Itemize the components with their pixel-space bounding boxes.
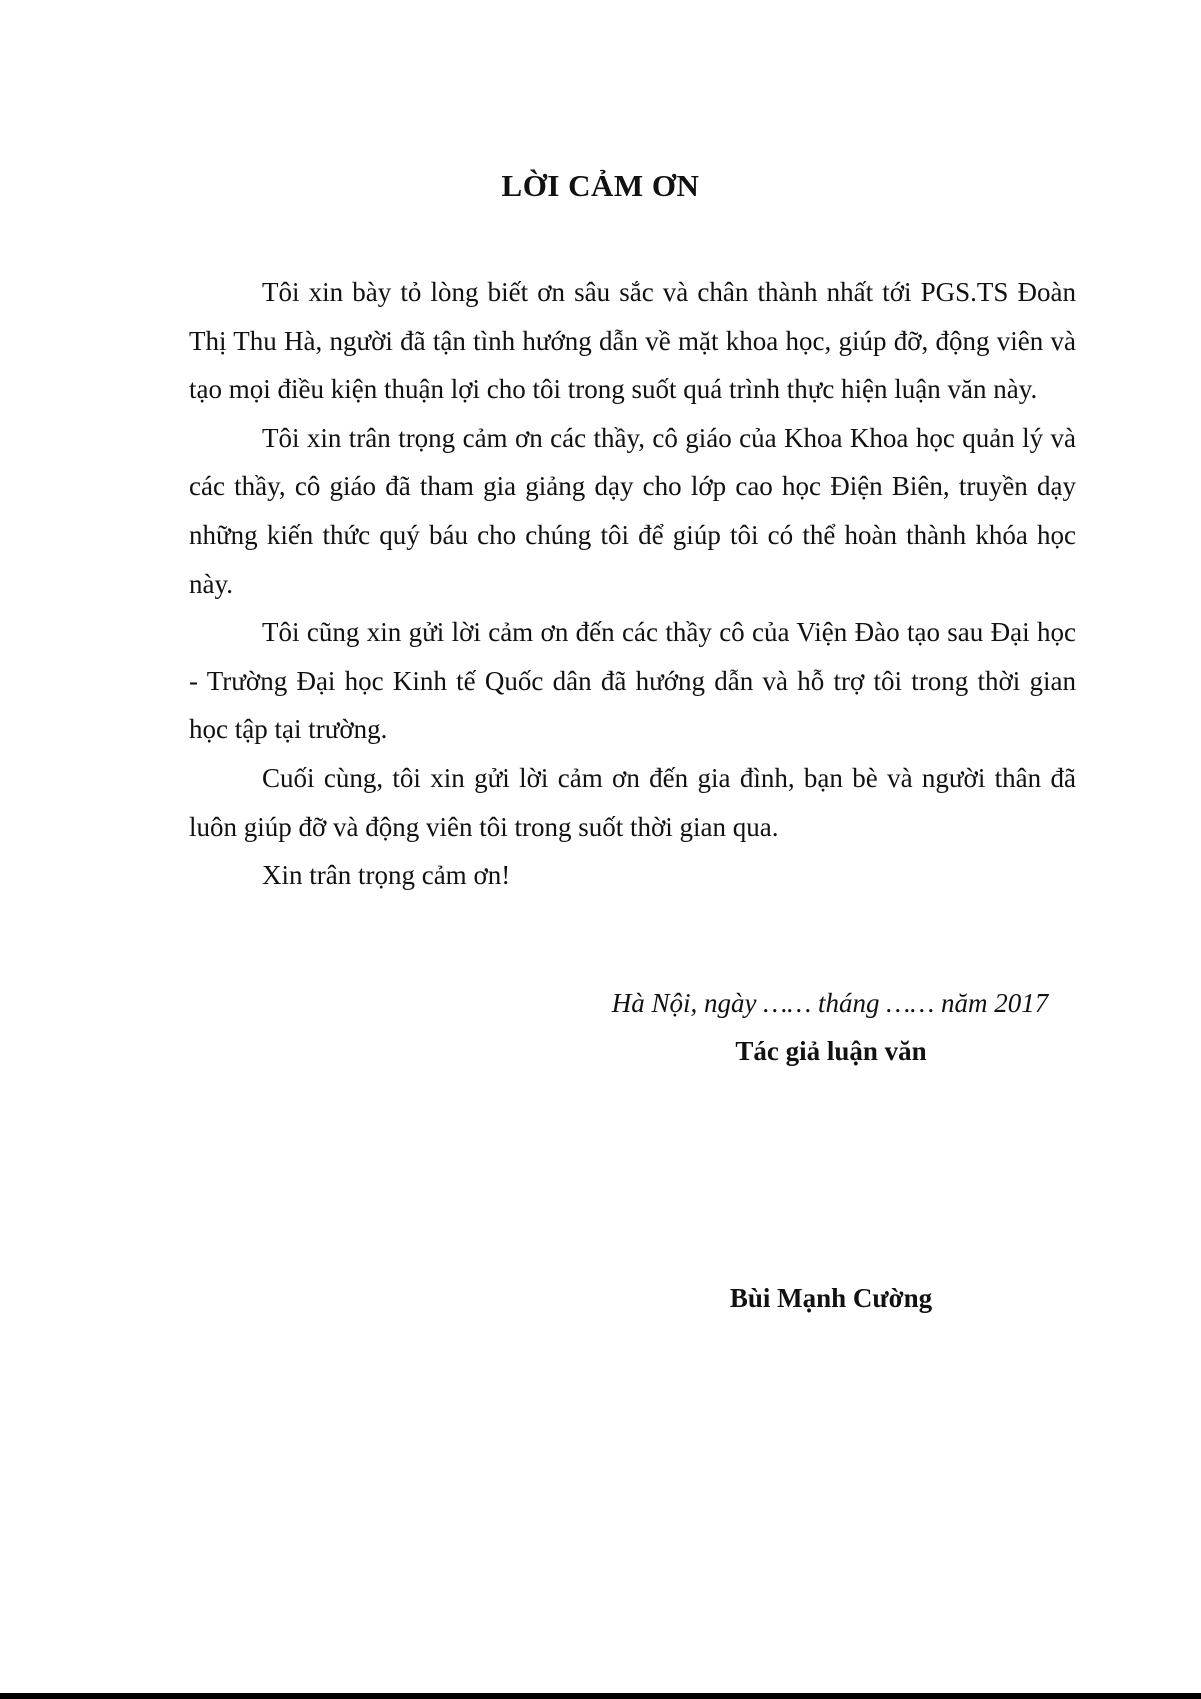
paragraph-3: Tôi cũng xin gửi lời cảm ơn đến các thầy cô của Viện Đào tạo sau Đại học - Trường Đại học Kinh tế Quốc dân đã hướng dẫn và hỗ trợ tôi trong thời gian học tập tại trường.	[189, 617, 1076, 745]
paragraph-4: Cuối cùng, tôi xin gửi lời cảm ơn đến gia đình, bạn bè và người thân đã luôn giúp đỡ và động viên tôi trong suốt thời gian qua.	[189, 762, 1076, 842]
page-title: LỜI CẢM ƠN	[501, 168, 700, 203]
bottom-border-line	[0, 1693, 1201, 1699]
paragraph-1: Tôi xin bày tỏ lòng biết ơn sâu sắc và chân thành nhất tới PGS.TS Đoàn Thị Thu Hà, người đã tận tình hướng dẫn về mặt khoa học, giúp đỡ, động viên và tạo mọi điều kiện thuận lợi cho tôi trong suốt quá trình thực hiện luận văn này.	[189, 277, 1076, 405]
acknowledgement-body	[189, 268, 1076, 900]
paragraph-5: Xin trân trọng cảm ơn!	[262, 860, 511, 891]
paragraph-2: Tôi xin trân trọng cảm ơn các thầy, cô giáo của Khoa Khoa học quản lý và các thầy, cô giáo đã tham gia giảng dạy cho lớp cao học Điện Biên, truyền dạy những kiến thức quý báu cho chúng tôi để giúp tôi có thể hoàn thành khóa học này.	[189, 422, 1076, 599]
author-label: Tác giả luận văn	[735, 1036, 927, 1066]
author-name: Bùi Mạnh Cường	[729, 1283, 933, 1313]
place-date-line: Hà Nội, ngày …… tháng …… năm 2017	[611, 988, 1049, 1018]
